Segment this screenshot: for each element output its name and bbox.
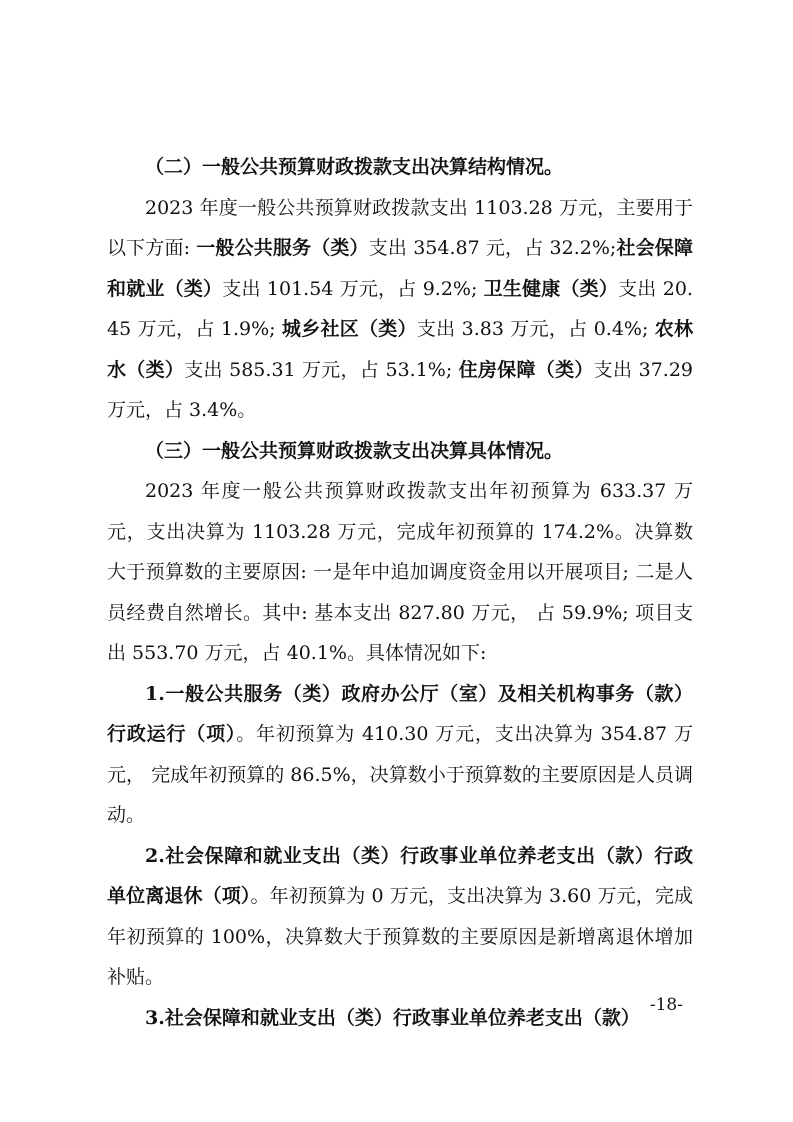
category-urban-rural-text: 支出 3.83 万元，占 0.4%; (416, 318, 655, 340)
intro-text: 2023 年度一般公共预算财政拨款支出 1103.28 万元，主要用于以下方面: (107, 196, 693, 259)
detail-item-2 (107, 836, 693, 998)
category-housing-text: 支出 37.29 万元，占 3.4%。 (107, 358, 693, 421)
category-health: 卫生健康（类） (483, 277, 619, 300)
detail-item-2-title: 2.社会保障和就业支出（类）行政事业单位养老支出（款）行政单位离退休（项） (107, 844, 693, 907)
category-agriculture-text: 支出 585.31 万元，占 53.1%; (184, 358, 459, 381)
category-social-security-text: 支出 101.54 万元，占 9.2%; (222, 277, 484, 300)
section-heading-3: （三）一般公共预算财政拨款支出决算具体情况。 (145, 439, 564, 462)
detail-item-1-text: 。年初预算为 410.30 万元，支出决算为 354.87 万元， 完成年初预算的 86.5%，决算数小于预算数的主要原因是人员调动。 (107, 723, 693, 826)
detail-item-3-title: 3.社会保障和就业支出（类）行政事业单位养老支出（款） (145, 1006, 640, 1029)
document-body (107, 147, 693, 1038)
page-number: -18- (649, 995, 683, 1015)
expenditure-structure-paragraph (107, 188, 693, 431)
detail-item-3 (107, 998, 693, 1039)
category-general-public-services-text: 支出 354.87 元，占 32.2%; (368, 237, 617, 259)
category-general-public-services: 一般公共服务（类） (196, 237, 369, 259)
section-heading-2: （二）一般公共预算财政拨款支出决算结构情况。 (145, 156, 564, 178)
expenditure-detail-intro: 2023 年度一般公共预算财政拨款支出年初预算为 633.37 万元，支出决算为 1103.28 万元，完成年初预算的 174.2%。决算数大于预算数的主要原因: 一是年中追加调度资金用以开展项目; 二是人员经费自然增长。其中: 基本支出 827.80 万元， 占 59.9%; 项目支出 553.70 万元，占 40.1%。具体情况如下: (107, 480, 693, 664)
detail-item-1 (107, 674, 693, 836)
category-social-security: 社会保障和就业（类） (107, 237, 693, 300)
category-urban-rural: 城乡社区（类） (281, 318, 417, 340)
category-housing: 住房保障（类） (458, 358, 594, 381)
category-health-text: 支出 20.45 万元，占 1.9%; (107, 277, 693, 340)
detail-item-2-text: 。年初预算为 0 万元，支出决算为 3.60 万元，完成年初预算的 100%，决算数大于预算数的主要原因是新增离退休增加补贴。 (107, 885, 693, 988)
category-agriculture: 农林水（类） (107, 318, 693, 381)
detail-item-1-title: 1.一般公共服务（类）政府办公厅（室）及相关机构事务（款）行政运行（项） (107, 682, 693, 745)
